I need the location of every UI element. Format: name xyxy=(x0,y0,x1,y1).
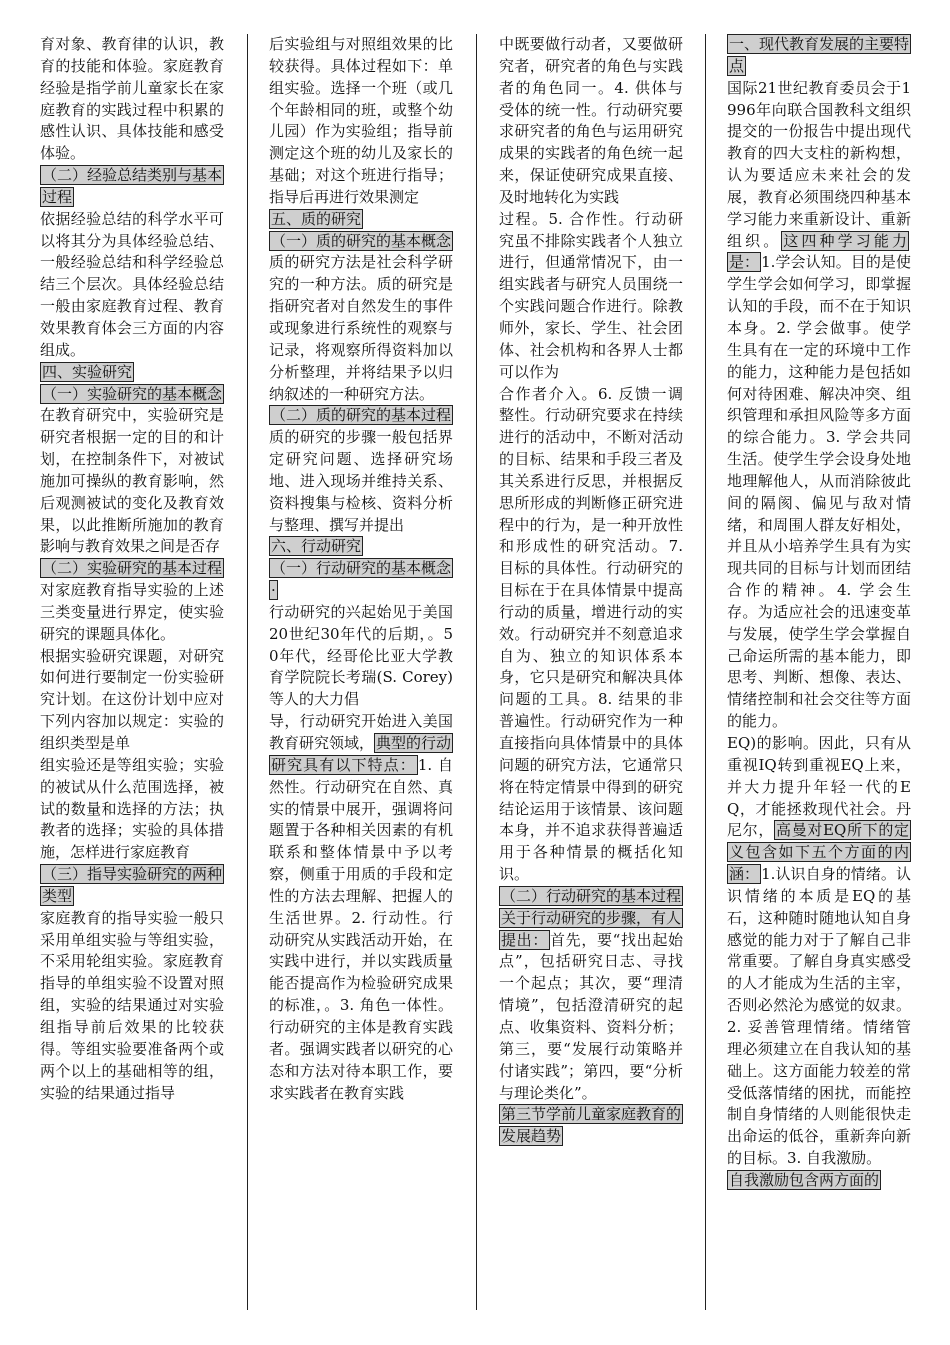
highlighted-phrase: 关于行动研究的步骤，有人提出： xyxy=(501,908,682,949)
body-paragraph: 在教育研究中，实验研究是研究者根据一定的目的和计划，在控制条件下，对被试施加可操纵的教育影响，然后观测被试的变化及教育效果，以此推断所施加的教育影响与教育效果之间是否存 xyxy=(40,406,224,556)
section-heading xyxy=(727,34,911,78)
body-paragraph: 合作者介入。6. 反馈一调整性。行动研究要求在持续进行的活动中，不断对活动的目标、结果和手段三者及其关系进行反思，并根据反思所形成的判断修正研究进程中的行为，是一种开放性和形成性的研究活动。7. 目标的具体性。行动研究的目标在于在具体情景中提高行动的质量，增进行动的实效。行动研究并不刻意追求自为、独立的知识体系本身，它只是研究和解决具体问题的工具。8. 结果的非普遍性。行动研究作为一种直接指向具体情景中的具体问题的研究方法，它通常只将在特定情景中得到的研究结论运用于该情景、该问题本身，并不追求获得普遍适用于各种情景的概括化知识。 xyxy=(499,384,683,884)
text-column-1 xyxy=(40,34,224,1310)
section-heading xyxy=(499,1104,683,1148)
highlighted-phrase: 这四种学习能力是： xyxy=(729,231,907,272)
heading-text: 第三节学前儿童家庭教育的发展趋势 xyxy=(501,1105,682,1146)
section-heading xyxy=(40,558,224,580)
heading-text: 六、行动研究 xyxy=(271,537,362,556)
body-paragraph xyxy=(727,78,911,733)
body-paragraph: 质的研究方法是社会科学研究的一种方法。质的研究是指研究者对自然发生的事件或现象进行系统性的观察与记录，将观察所得资料加以分析整理，并将结果予以归纳叙述的一种研究方法。 xyxy=(269,253,453,403)
body-paragraph: 根据实验研究课题，对研究如何进行要制定一份实验研究计划。在这份计划中应对下列内容加以规定：实验的组织类型是单 xyxy=(40,646,224,752)
text-column-3 xyxy=(499,34,683,1310)
heading-text: （二）经验总结类别与基本过程 xyxy=(42,166,223,206)
body-paragraph: 育对象、教育律的认识，教育的技能和体验。家庭教育经验是指学前儿童家长在家庭教育的实践过程中积累的感性认识、具体技能和感受体验。 xyxy=(40,35,224,163)
body-paragraph: 依据经验总结的科学水平可以将其分为具体经验总结、一般经验总结和科学经验总结三个层次。具体经验总结一般由家庭教育过程、教育效果教育体会三方面的内容组成。 xyxy=(40,209,224,359)
text-column-4 xyxy=(727,34,911,1310)
heading-text: 自我激励包含两方面的 xyxy=(729,1170,880,1189)
paragraph-text: 首先，要“找出起始点”，包括研究日志、寻找一个起点；其次，要“理清情境”，包括澄清研究的起点、收集资料、资料分析；第三，要“发展行动策略并付诸实践”；第四，要“分析与理论类化”。 xyxy=(499,930,683,1102)
column-divider xyxy=(247,34,248,1310)
body-paragraph: 质的研究的步骤一般包括界定研究问题、选择研究场地、进入现场并维持关系、资料搜集与检核、资料分析与整理、撰写并提出 xyxy=(269,428,453,534)
heading-text: 一、现代教育发展的主要特点 xyxy=(729,35,910,75)
document-page xyxy=(40,34,910,1314)
section-heading xyxy=(40,384,224,406)
body-paragraph: 后实验组与对照组效果的比较获得。具体过程如下：单组实验。选择一个班（或几个年龄相同的班，或整个幼儿园）作为实验组；指导前测定这个班的幼儿及家长的基础；对这个班进行指导；指导后再进行效果测定 xyxy=(269,35,453,206)
body-paragraph: 对家庭教育指导实验的上述三类变量进行界定，使实验研究的课题具体化。 xyxy=(40,581,224,643)
heading-text: （一）实验研究的基本概念 xyxy=(42,384,223,403)
heading-text: （二）行动研究的基本过程 xyxy=(501,886,682,905)
heading-text: （一）行动研究的基本概念· xyxy=(271,559,452,600)
section-heading xyxy=(269,405,453,427)
heading-text: （二）实验研究的基本过程 xyxy=(42,559,223,578)
section-heading xyxy=(269,536,453,558)
body-paragraph: 中既要做行动者，又要做研究者，研究者的角色与实践者的角色同一。4. 供体与受体的统一性。行动研究要求研究者的角色与运用研究成果的实践者的角色统一起来，保证使研究成果直接、及时地转化为实践 xyxy=(499,35,683,206)
paragraph-text: 1.学会认知。目的是使学生学会如何学习，即掌握认知的手段，而不在于知识本身。2. 学会做事。使学生具有在一定的环境中工作的能力，这种能力是包括如何对待困难、解决冲突、组织管理和承担风险等多方面的综合能力。3. 学会共同生活。使学生学会设身处地地理解他人，从而消除彼此间的隔阂、偏见与敌对情绪，和周围人群友好相处，并且从小培养学生具有为实现共同的目标与计划而团结合作的精神。4. 学会生存。为适应社会的迅速变革与发展，使学生学会掌握自己命运所需的基本能力，即思考、判断、想像、表达、情绪控制和社会交往等方面的能力。 xyxy=(727,253,911,731)
highlighted-phrase: 高曼对EQ所下的定义包含如下五个方面的内涵： xyxy=(729,821,909,884)
body-paragraph: 组实验还是等组实验；实验的被试从什么范围选择，被试的数量和选择的方法；执教者的选择；实验的具体措施，怎样进行家庭教育 xyxy=(40,755,224,862)
text-column-2 xyxy=(269,34,453,1310)
paragraph-text: 导，行动研究开始进入美国教育研究领域， xyxy=(269,712,453,752)
paragraph-text: 1.认识自身的情绪。认识情绪的本质是EQ的基石，这种随时随地认知自身感觉的能力对于了解自己非常重要。了解自身真实感受的人才能成为生活的主宰，否则必然沦为感觉的奴隶。2. 妥善管理情绪。情绪管理必须建立在自我认知的基础上。这方面能力较差的常受低落情绪的困扰，而能控制自身情绪的人则能很快走出命运的低谷，重新奔向新的目标。3. 自我激励。 xyxy=(727,865,911,1168)
paragraph-text: EQ)的影响。因此，只有从重视IQ转到重视EQ上来，并大力提升年轻一代的EQ，才能拯救现代社会。丹尼尔， xyxy=(727,734,911,840)
section-heading xyxy=(40,864,224,908)
body-paragraph: 过程。5. 合作性。行动研究虽不排除实践者个人独立进行，但通常情况下，由一组实践者与研究人员围绕一个实践问题合作进行。除教师外，家长、学生、社会团体、社会机构和各界人士都可以作为 xyxy=(499,209,683,381)
section-heading xyxy=(499,886,683,908)
body-paragraph: 行动研究的兴起始见于美国20世纪30年代的后期，。50年代，经哥伦比亚大学教育学院院长考瑞(S. Corey)等人的大力倡 xyxy=(269,602,453,709)
heading-text: （三）指导实验研究的两种类型 xyxy=(42,865,223,905)
column-divider xyxy=(705,34,706,1310)
column-divider xyxy=(476,34,477,1310)
section-heading xyxy=(269,231,453,253)
body-paragraph xyxy=(727,733,911,1170)
section-heading xyxy=(269,558,453,602)
heading-text: 五、质的研究 xyxy=(271,209,362,228)
heading-text: （二）质的研究的基本过程 xyxy=(271,406,452,425)
highlighted-phrase: 典型的行动研究具有以下特点： xyxy=(271,734,452,774)
heading-text: （一）质的研究的基本概念 xyxy=(271,231,452,250)
section-heading xyxy=(269,209,453,231)
body-paragraph: 家庭教育的指导实验一般只采用单组实验与等组实验，不采用轮组实验。家庭教育指导的单组实验不设置对照组，实验的结果通过对实验组指导前后效果的比较获得。等组实验要准备两个或两个以上的基础相等的组，实验的结果通过指导 xyxy=(40,908,224,1102)
body-paragraph xyxy=(269,711,453,1104)
section-heading xyxy=(727,1170,911,1192)
body-paragraph xyxy=(499,908,683,1105)
paragraph-text: 1. 自然性。行动研究在自然、真实的情景中展开，强调将问题置于各种相关因素的有机联系和整体情景中予以考察，侧重于用质的手段和定性的方法去理解、把握人的生活世界。2. 行动性。行动研究从实践活动开始，在实践中进行，并以实践质量能否提高作为检验研究成果的标准，。3. 角色一体性。行动研究的主体是教育实践者。强调实践者以研究的心态和方法对待本职工作，要求实践者在教育实践 xyxy=(269,755,453,1102)
section-heading xyxy=(40,165,224,209)
paragraph-text: 国际21世纪教育委员会于1996年向联合国教科文组织提交的一份报告中提出现代教育的四大支柱的新构想，认为要适应未来社会的发展，教育必须围绕四种基本学习能力来重新设计、重新组织。 xyxy=(727,78,911,250)
heading-text: 四、实验研究 xyxy=(42,362,133,381)
section-heading xyxy=(40,362,224,384)
